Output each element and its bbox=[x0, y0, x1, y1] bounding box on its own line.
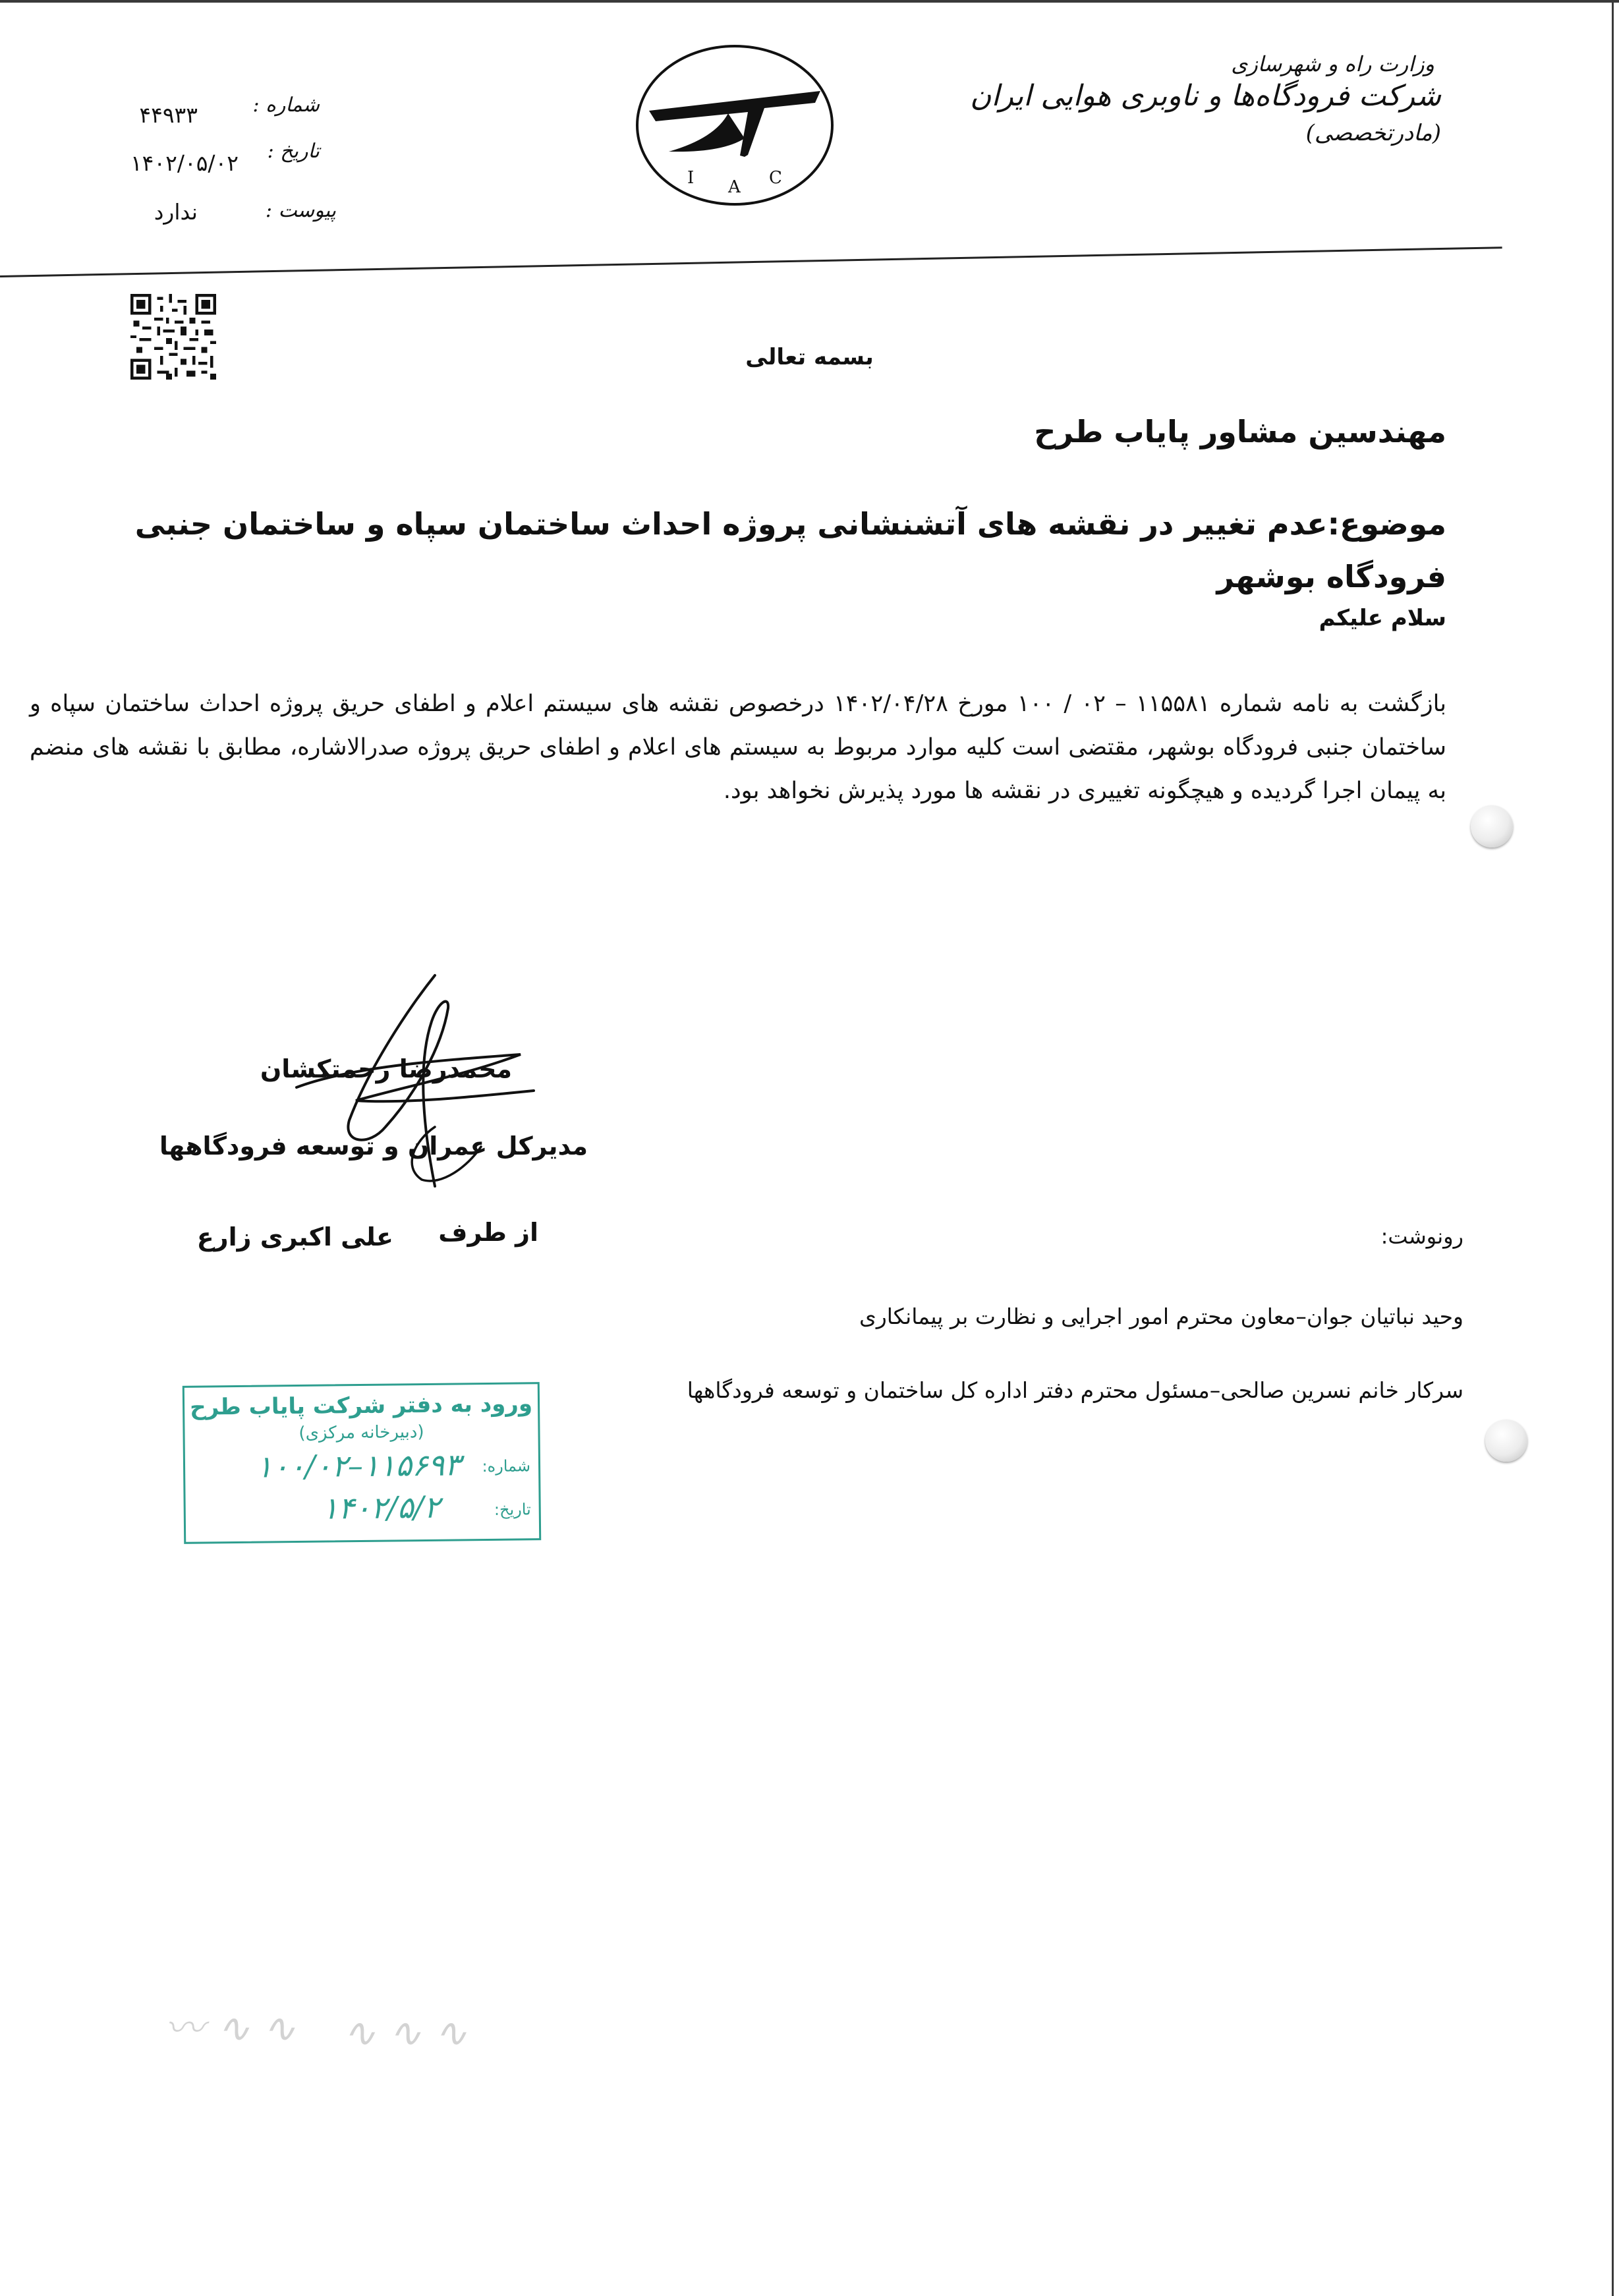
attachment-value: ندارد bbox=[154, 199, 198, 225]
date-label: تاریخ : bbox=[267, 140, 320, 163]
basmala: بسمه تعالی bbox=[745, 344, 874, 370]
bleed-through-mark: 〰︎ ∿ ∿ bbox=[165, 2005, 296, 2052]
on-behalf-label: از طرف bbox=[438, 1218, 538, 1247]
number-label: شماره : bbox=[252, 94, 320, 117]
iac-logo bbox=[629, 40, 840, 211]
stamp-subtitle: (دبیرخانه مرکزی) bbox=[298, 1422, 424, 1443]
attachment-label: پیوست : bbox=[265, 199, 336, 222]
stamp-title: ورود به دفتر شرکت پایاب طرح bbox=[189, 1391, 533, 1421]
stamp-date-value: ۱۴۰۲/۵/۲ bbox=[322, 1489, 440, 1526]
top-edge-line bbox=[0, 0, 1619, 3]
bleed-through-mark: ∿ ∿ ∿ bbox=[343, 2010, 467, 2056]
punch-hole bbox=[1471, 805, 1513, 847]
ministry-name: وزارت راه و شهرسازی bbox=[1231, 51, 1434, 76]
punch-hole bbox=[1485, 1420, 1527, 1462]
stamp-date-label: تاریخ: bbox=[494, 1500, 531, 1519]
subject-line: موضوع:عدم تغییر در نقشه های آتشنشانی پروژه احداث ساختمان سپاه و ساختمان جنبی فرودگاه بوشهر bbox=[134, 506, 1446, 594]
signatory-name: محمدرضا رحمتکشان bbox=[260, 1054, 512, 1083]
logo-letter-i: I bbox=[687, 168, 695, 188]
signatory-title: مدیرکل عمران و توسعه فرودگاهها bbox=[159, 1132, 588, 1161]
logo-letter-c: C bbox=[769, 168, 782, 188]
stamp-number-label: شماره: bbox=[482, 1456, 531, 1476]
receipt-stamp bbox=[183, 1382, 541, 1544]
header-divider bbox=[0, 246, 1502, 277]
body-paragraph: بازگشت به نامه شماره ۱۱۵۵۸۱ – ۰۲ / ۱۰۰ مورخ ۱۴۰۲/۰۴/۲۸ درخصوص نقشه های سیستم اعلام و اطفای حریق پروژه احداث ساختمان سپاه و ساختمان جنبی فرودگاه بوشهر، مقتضی است کلیه موارد مربوط به سیستم های اعلام و اطفای حریق پروژه صدرالاشاره، مطابق با نقشه های منضم به پیمان اجرا گردیده و هیچگونه تغییری در نقشه ها مورد پذیرش نخواهد بود. bbox=[30, 691, 1446, 804]
number-value: ۴۴۹۳۳ bbox=[139, 102, 198, 128]
greeting: سلام علیکم bbox=[1319, 605, 1446, 631]
cc-recipient: سرکار خانم نسرین صالحی–مسئول محترم دفتر اداره کل ساختمان و توسعه فرودگاهها bbox=[687, 1377, 1463, 1403]
handwritten-signature bbox=[270, 969, 547, 1206]
on-behalf-name: علی اکبری زارع bbox=[196, 1222, 393, 1251]
addressee: مهندسین مشاور پایاب طرح bbox=[1034, 414, 1446, 449]
cc-label: رونوشت: bbox=[1380, 1224, 1463, 1249]
logo-letter-a: A bbox=[728, 177, 741, 197]
company-name: شرکت فرودگاه‌ها و ناوبری هوایی ایران bbox=[970, 79, 1441, 113]
cc-recipient: وحید نباتیان جوان–معاون محترم امور اجرایی و نظارت بر پیمانکاری bbox=[859, 1304, 1463, 1329]
company-note: (مادرتخصصی) bbox=[1305, 120, 1441, 146]
date-value: ۱۴۰۲/۰۵/۰۲ bbox=[130, 150, 239, 176]
stamp-number-value: ۱۰۰/۰۲–۱۱۵۶۹۳ bbox=[256, 1447, 461, 1485]
